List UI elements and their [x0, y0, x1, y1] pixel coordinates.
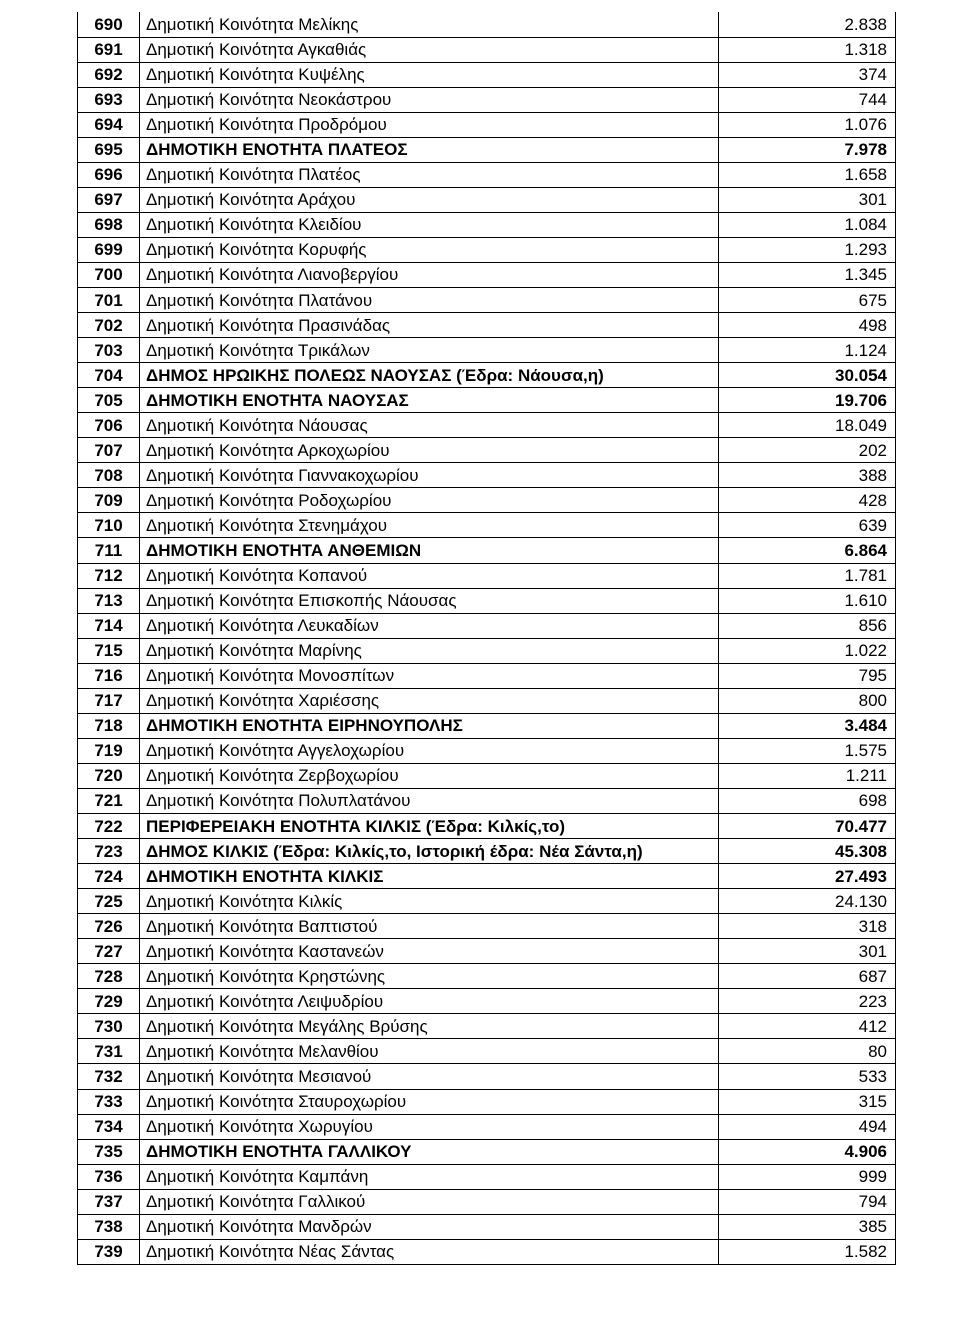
table-row: [78, 338, 896, 363]
row-number: 718: [78, 713, 140, 738]
table-row: [78, 1139, 896, 1164]
community-name: Δημοτική Κοινότητα Κρηστώνης: [140, 964, 719, 989]
community-name: Δημοτική Κοινότητα Κοπανού: [140, 563, 719, 588]
population-value: 301: [719, 187, 896, 212]
census-table-body: [78, 12, 896, 1264]
population-value: 388: [719, 463, 896, 488]
row-number: 728: [78, 964, 140, 989]
population-value: 856: [719, 613, 896, 638]
row-number: 733: [78, 1089, 140, 1114]
community-name: Δημοτική Κοινότητα Νέας Σάντας: [140, 1239, 719, 1264]
population-value: 315: [719, 1089, 896, 1114]
community-name: Δημοτική Κοινότητα Γαλλικού: [140, 1189, 719, 1214]
row-number: 732: [78, 1064, 140, 1089]
table-row: [78, 388, 896, 413]
community-name: Δημοτική Κοινότητα Αγκαθιάς: [140, 37, 719, 62]
population-value: 1.781: [719, 563, 896, 588]
row-number: 725: [78, 889, 140, 914]
row-number: 710: [78, 513, 140, 538]
population-value: 800: [719, 688, 896, 713]
community-name: Δημοτική Κοινότητα Χαριέσσης: [140, 688, 719, 713]
row-number: 716: [78, 663, 140, 688]
row-number: 717: [78, 688, 140, 713]
table-row: [78, 864, 896, 889]
row-number: 696: [78, 162, 140, 187]
population-value: 2.838: [719, 12, 896, 37]
community-name: Δημοτική Κοινότητα Μανδρών: [140, 1214, 719, 1239]
community-name: Δημοτική Κοινότητα Καστανεών: [140, 939, 719, 964]
community-name: Δημοτική Κοινότητα Πλατέος: [140, 162, 719, 187]
table-row: [78, 788, 896, 813]
community-name: Δημοτική Κοινότητα Λειψυδρίου: [140, 989, 719, 1014]
row-number: 694: [78, 112, 140, 137]
table-row: [78, 463, 896, 488]
table-row: [78, 137, 896, 162]
community-name: Δημοτική Κοινότητα Κυψέλης: [140, 62, 719, 87]
population-value: 498: [719, 313, 896, 338]
table-row: [78, 713, 896, 738]
row-number: 723: [78, 839, 140, 864]
population-value: 1.076: [719, 112, 896, 137]
table-row: [78, 237, 896, 262]
table-row: [78, 488, 896, 513]
table-row: [78, 1014, 896, 1039]
row-number: 722: [78, 814, 140, 839]
table-row: [78, 438, 896, 463]
population-value: 18.049: [719, 413, 896, 438]
population-value: 27.493: [719, 864, 896, 889]
community-name: Δημοτική Κοινότητα Κιλκίς: [140, 889, 719, 914]
row-number: 692: [78, 62, 140, 87]
table-row: [78, 889, 896, 914]
population-value: 1.345: [719, 262, 896, 287]
table-row: [78, 87, 896, 112]
community-name: Δημοτική Κοινότητα Επισκοπής Νάουσας: [140, 588, 719, 613]
table-row: [78, 62, 896, 87]
population-value: 533: [719, 1064, 896, 1089]
population-value: 1.658: [719, 162, 896, 187]
table-row: [78, 262, 896, 287]
table-row: [78, 939, 896, 964]
table-row: [78, 563, 896, 588]
population-value: 698: [719, 788, 896, 813]
population-value: 4.906: [719, 1139, 896, 1164]
table-row: [78, 1239, 896, 1264]
row-number: 736: [78, 1164, 140, 1189]
row-number: 735: [78, 1139, 140, 1164]
row-number: 700: [78, 262, 140, 287]
population-value: 687: [719, 964, 896, 989]
population-value: 412: [719, 1014, 896, 1039]
community-name: ΔΗΜΟΣ ΚΙΛΚΙΣ (Έδρα: Κιλκίς,το, Ιστορική έδρα: Νέα Σάντα,η): [140, 839, 719, 864]
table-row: [78, 513, 896, 538]
population-value: 30.054: [719, 363, 896, 388]
community-name: Δημοτική Κοινότητα Ζερβοχωρίου: [140, 763, 719, 788]
population-value: 494: [719, 1114, 896, 1139]
row-number: 726: [78, 914, 140, 939]
row-number: 690: [78, 12, 140, 37]
population-value: 318: [719, 914, 896, 939]
population-value: 1.293: [719, 237, 896, 262]
table-row: [78, 914, 896, 939]
population-value: 795: [719, 663, 896, 688]
population-value: 3.484: [719, 713, 896, 738]
row-number: 731: [78, 1039, 140, 1064]
community-name: Δημοτική Κοινότητα Λιανοβεργίου: [140, 262, 719, 287]
table-row: [78, 112, 896, 137]
community-name: ΔΗΜΟΤΙΚΗ ΕΝΟΤΗΤΑ ΑΝΘΕΜΙΩΝ: [140, 538, 719, 563]
row-number: 727: [78, 939, 140, 964]
community-name: Δημοτική Κοινότητα Αρκοχωρίου: [140, 438, 719, 463]
population-value: 202: [719, 438, 896, 463]
community-name: Δημοτική Κοινότητα Στενημάχου: [140, 513, 719, 538]
community-name: ΔΗΜΟΤΙΚΗ ΕΝΟΤΗΤΑ ΚΙΛΚΙΣ: [140, 864, 719, 889]
row-number: 705: [78, 388, 140, 413]
row-number: 711: [78, 538, 140, 563]
community-name: Δημοτική Κοινότητα Τρικάλων: [140, 338, 719, 363]
row-number: 706: [78, 413, 140, 438]
table-row: [78, 313, 896, 338]
row-number: 712: [78, 563, 140, 588]
population-value: 45.308: [719, 839, 896, 864]
community-name: Δημοτική Κοινότητα Προδρόμου: [140, 112, 719, 137]
population-value: 80: [719, 1039, 896, 1064]
row-number: 730: [78, 1014, 140, 1039]
table-row: [78, 763, 896, 788]
row-number: 714: [78, 613, 140, 638]
community-name: ΔΗΜΟΤΙΚΗ ΕΝΟΤΗΤΑ ΓΑΛΛΙΚΟΥ: [140, 1139, 719, 1164]
community-name: Δημοτική Κοινότητα Γιαννακοχωρίου: [140, 463, 719, 488]
row-number: 699: [78, 237, 140, 262]
table-row: [78, 288, 896, 313]
community-name: Δημοτική Κοινότητα Μεγάλης Βρύσης: [140, 1014, 719, 1039]
community-name: ΔΗΜΟΤΙΚΗ ΕΝΟΤΗΤΑ ΠΛΑΤΕΟΣ: [140, 137, 719, 162]
population-value: 794: [719, 1189, 896, 1214]
table-row: [78, 1039, 896, 1064]
table-row: [78, 613, 896, 638]
community-name: Δημοτική Κοινότητα Μελίκης: [140, 12, 719, 37]
row-number: 709: [78, 488, 140, 513]
row-number: 697: [78, 187, 140, 212]
table-row: [78, 1189, 896, 1214]
population-value: 639: [719, 513, 896, 538]
community-name: Δημοτική Κοινότητα Πολυπλατάνου: [140, 788, 719, 813]
row-number: 702: [78, 313, 140, 338]
population-value: 1.610: [719, 588, 896, 613]
table-row: [78, 212, 896, 237]
table-row: [78, 1164, 896, 1189]
row-number: 739: [78, 1239, 140, 1264]
community-name: Δημοτική Κοινότητα Κορυφής: [140, 237, 719, 262]
community-name: Δημοτική Κοινότητα Ροδοχωρίου: [140, 488, 719, 513]
row-number: 734: [78, 1114, 140, 1139]
table-row: [78, 738, 896, 763]
population-value: 1.084: [719, 212, 896, 237]
population-value: 1.211: [719, 763, 896, 788]
population-value: 1.022: [719, 638, 896, 663]
row-number: 703: [78, 338, 140, 363]
table-row: [78, 363, 896, 388]
community-name: ΔΗΜΟΤΙΚΗ ΕΝΟΤΗΤΑ ΕΙΡΗΝΟΥΠΟΛΗΣ: [140, 713, 719, 738]
population-value: 999: [719, 1164, 896, 1189]
table-row: [78, 663, 896, 688]
row-number: 708: [78, 463, 140, 488]
row-number: 693: [78, 87, 140, 112]
table-row: [78, 1089, 896, 1114]
row-number: 701: [78, 288, 140, 313]
population-value: 428: [719, 488, 896, 513]
community-name: Δημοτική Κοινότητα Κλειδίου: [140, 212, 719, 237]
community-name: ΠΕΡΙΦΕΡΕΙΑΚΗ ΕΝΟΤΗΤΑ ΚΙΛΚΙΣ (Έδρα: Κιλκίς,το): [140, 814, 719, 839]
table-row: [78, 839, 896, 864]
table-row: [78, 688, 896, 713]
community-name: Δημοτική Κοινότητα Λευκαδίων: [140, 613, 719, 638]
table-row: [78, 12, 896, 37]
row-number: 707: [78, 438, 140, 463]
row-number: 698: [78, 212, 140, 237]
table-row: [78, 1064, 896, 1089]
population-value: 1.582: [719, 1239, 896, 1264]
population-value: 744: [719, 87, 896, 112]
row-number: 729: [78, 989, 140, 1014]
population-value: 223: [719, 989, 896, 1014]
community-name: Δημοτική Κοινότητα Χωρυγίου: [140, 1114, 719, 1139]
community-name: ΔΗΜΟΤΙΚΗ ΕΝΟΤΗΤΑ ΝΑΟΥΣΑΣ: [140, 388, 719, 413]
community-name: Δημοτική Κοινότητα Μελανθίου: [140, 1039, 719, 1064]
community-name: Δημοτική Κοινότητα Αράχου: [140, 187, 719, 212]
community-name: Δημοτική Κοινότητα Νάουσας: [140, 413, 719, 438]
table-row: [78, 588, 896, 613]
community-name: Δημοτική Κοινότητα Μονοσπίτων: [140, 663, 719, 688]
community-name: Δημοτική Κοινότητα Νεοκάστρου: [140, 87, 719, 112]
table-row: [78, 187, 896, 212]
table-row: [78, 964, 896, 989]
community-name: Δημοτική Κοινότητα Καμπάνη: [140, 1164, 719, 1189]
community-name: Δημοτική Κοινότητα Μαρίνης: [140, 638, 719, 663]
population-value: 374: [719, 62, 896, 87]
table-row: [78, 638, 896, 663]
population-value: 301: [719, 939, 896, 964]
community-name: Δημοτική Κοινότητα Σταυροχωρίου: [140, 1089, 719, 1114]
population-value: 1.575: [719, 738, 896, 763]
row-number: 704: [78, 363, 140, 388]
row-number: 713: [78, 588, 140, 613]
row-number: 695: [78, 137, 140, 162]
community-name: Δημοτική Κοινότητα Μεσιανού: [140, 1064, 719, 1089]
table-row: [78, 1214, 896, 1239]
table-row: [78, 1114, 896, 1139]
row-number: 738: [78, 1214, 140, 1239]
row-number: 737: [78, 1189, 140, 1214]
row-number: 720: [78, 763, 140, 788]
census-table: [77, 12, 896, 1265]
population-value: 675: [719, 288, 896, 313]
row-number: 719: [78, 738, 140, 763]
table-row: [78, 413, 896, 438]
population-value: 1.318: [719, 37, 896, 62]
community-name: ΔΗΜΟΣ ΗΡΩΙΚΗΣ ΠΟΛΕΩΣ ΝΑΟΥΣΑΣ (Έδρα: Νάουσα,η): [140, 363, 719, 388]
table-row: [78, 37, 896, 62]
table-row: [78, 538, 896, 563]
community-name: Δημοτική Κοινότητα Πλατάνου: [140, 288, 719, 313]
table-row: [78, 162, 896, 187]
population-value: 385: [719, 1214, 896, 1239]
population-value: 24.130: [719, 889, 896, 914]
population-value: 7.978: [719, 137, 896, 162]
community-name: Δημοτική Κοινότητα Αγγελοχωρίου: [140, 738, 719, 763]
population-value: 6.864: [719, 538, 896, 563]
population-value: 19.706: [719, 388, 896, 413]
community-name: Δημοτική Κοινότητα Πρασινάδας: [140, 313, 719, 338]
row-number: 715: [78, 638, 140, 663]
table-row: [78, 814, 896, 839]
row-number: 721: [78, 788, 140, 813]
population-value: 1.124: [719, 338, 896, 363]
row-number: 691: [78, 37, 140, 62]
table-row: [78, 989, 896, 1014]
population-value: 70.477: [719, 814, 896, 839]
row-number: 724: [78, 864, 140, 889]
community-name: Δημοτική Κοινότητα Βαπτιστού: [140, 914, 719, 939]
